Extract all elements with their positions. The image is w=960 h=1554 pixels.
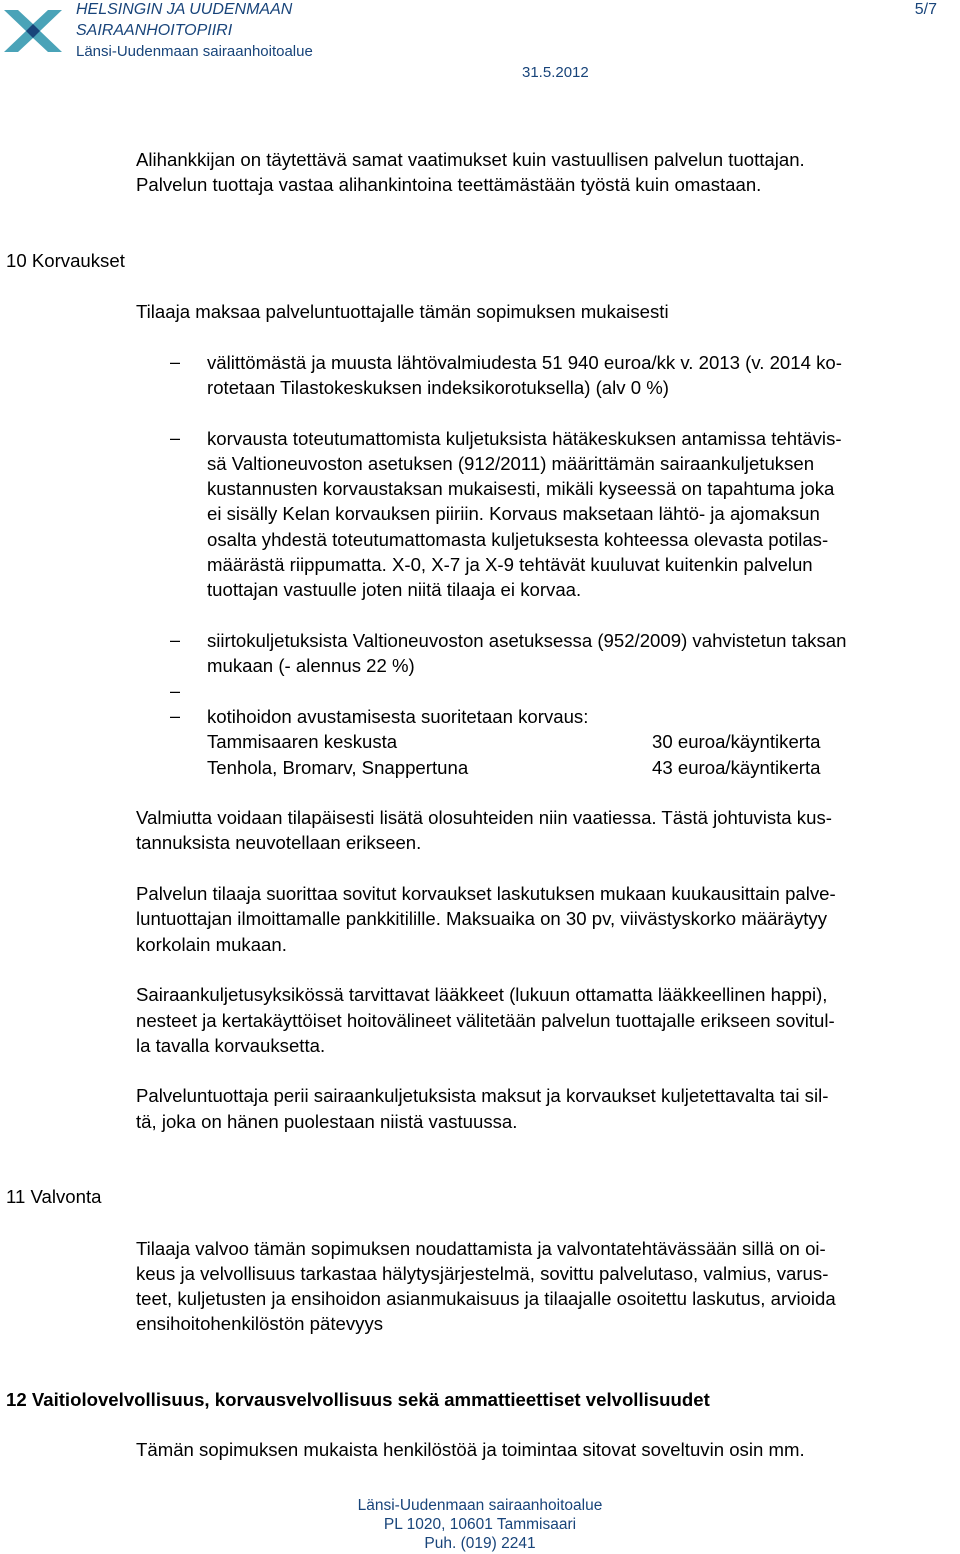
bullet-2-line: määrästä riippumatta. X-0, X-7 ja X-9 tehtävät kuuluvat kuitenkin palvelun xyxy=(207,554,813,575)
paragraph-line: la tavalla korvauksetta. xyxy=(136,1035,326,1056)
header-org-line1: HELSINGIN JA UUDENMAAN xyxy=(76,1,293,18)
header-subtitle: Länsi-Uudenmaan sairaanhoitoalue xyxy=(76,43,313,60)
intro-line: Alihankkijan on täytettävä samat vaatimukset kuin vastuullisen palvelun tuottajan. xyxy=(136,149,805,170)
fee-place: Tammisaaren keskusta xyxy=(207,731,398,752)
bullet-dash: – xyxy=(170,352,181,372)
bullet-4-line: kotihoidon avustamisesta suoritetaan korvaus: xyxy=(207,706,589,727)
paragraph-line: keus ja velvollisuus tarkastaa hälytysjärjestelmä, sovittu palvelutaso, valmius, varus- xyxy=(136,1263,829,1284)
paragraph-line: Sairaankuljetusyksikössä tarvittavat lääkkeet (lukuun ottamatta lääkkeellinen happi), xyxy=(136,984,828,1005)
paragraph-line: Palvelun tilaaja suorittaa sovitut korvaukset laskutuksen mukaan kuukausittain palve- xyxy=(136,883,836,904)
bullet-dash: – xyxy=(170,428,181,448)
section-11-heading: 11 Valvonta xyxy=(6,1186,102,1207)
bullet-1-line: rotetaan Tilastokeskuksen indeksikorotuksella) (alv 0 %) xyxy=(207,377,669,398)
paragraph-line: Valmiutta voidaan tilapäisesti lisätä olosuhteiden niin vaatiessa. Tästä johtuvista kus- xyxy=(136,807,832,828)
bullet-2-line: ei sisälly Kelan korvauksen piiriin. Korvaus maksetaan lähtö- ja ajomaksun xyxy=(207,503,820,524)
bullet-3-line: siirtokuljetuksista Valtioneuvoston asetuksessa (952/2009) vahvistetun taksan xyxy=(207,630,847,651)
paragraph-line: nesteet ja kertakäyttöiset hoitovälineet välitetään palvelun tuottajalle erikseen sovitul- xyxy=(136,1010,835,1031)
fee-place: Tenhola, Bromarv, Snappertuna xyxy=(207,757,469,778)
header-date: 31.5.2012 xyxy=(522,64,589,81)
fee-amount: 43 euroa/käyntikerta xyxy=(652,757,821,778)
footer-line: Puh. (019) 2241 xyxy=(424,1535,536,1552)
bullet-2-line: tuottajan vastuulle joten niitä tilaaja ei korvaa. xyxy=(207,579,582,600)
bullet-2-line: korvausta toteutumattomista kuljetuksista hätäkeskuksen antamissa tehtävis- xyxy=(207,428,842,449)
bullet-2-line: sä Valtioneuvoston asetuksen (912/2011) määrittämän sairaankuljetuksen xyxy=(207,453,815,474)
bullet-1-line: välittömästä ja muusta lähtövalmiudesta 51 940 euroa/kk v. 2013 (v. 2014 ko- xyxy=(207,352,842,373)
paragraph-line: korkolain mukaan. xyxy=(136,934,287,955)
paragraph-line: tä, joka on hänen puolestaan niistä vastuussa. xyxy=(136,1111,518,1132)
paragraph-line: Palveluntuottaja perii sairaankuljetuksista maksut ja korvaukset kuljetettavalta tai sil- xyxy=(136,1085,829,1106)
bullet-dash-empty: – xyxy=(170,681,181,701)
footer-line: Länsi-Uudenmaan sairaanhoitoalue xyxy=(357,1497,603,1514)
paragraph-line: luntuottajan ilmoittamalle pankkitilille. Maksuaika on 30 pv, viivästyskorko määräytyy xyxy=(136,908,828,929)
bullet-dash: – xyxy=(170,630,181,650)
page-number: 5/7 xyxy=(914,1,937,18)
section-10-lead: Tilaaja maksaa palveluntuottajalle tämän sopimuksen mukaisesti xyxy=(136,301,669,322)
header-org-line2: SAIRAANHOITOPIIRI xyxy=(76,22,233,39)
intro-line: Palvelun tuottaja vastaa alihankintoina teettämästään työstä kuin omastaan. xyxy=(136,174,762,195)
fee-amount: 30 euroa/käyntikerta xyxy=(652,731,821,752)
hus-logo-icon xyxy=(2,6,64,56)
bullet-2-line: osalta yhdestä toteutumattomasta kuljetuksesta kohteessa olevasta potilas- xyxy=(207,529,829,550)
section-12-heading: 12 Vaitiolovelvollisuus, korvausvelvollisuus sekä ammattieettiset velvollisuudet xyxy=(6,1389,710,1410)
bullet-2-line: kustannusten korvaustaksan mukaisesti, mikäli kyseessä on tapahtuma joka xyxy=(207,478,835,499)
bullet-dash: – xyxy=(170,706,181,726)
paragraph-line: Tämän sopimuksen mukaista henkilöstöä ja toimintaa sitovat soveltuvin osin mm. xyxy=(136,1439,805,1460)
bullet-3-line: mukaan (- alennus 22 %) xyxy=(207,655,415,676)
footer-line: PL 1020, 10601 Tammisaari xyxy=(383,1516,577,1533)
paragraph-line: teet, kuljetusten ja ensihoidon asianmukaisuus ja tilaajalle osoitettu laskutus, arvioida xyxy=(136,1288,836,1309)
paragraph-line: tannuksista neuvotellaan erikseen. xyxy=(136,832,422,853)
section-10-heading: 10 Korvaukset xyxy=(6,250,125,271)
paragraph-line: Tilaaja valvoo tämän sopimuksen noudattamista ja valvontatehtävässään sillä on oi- xyxy=(136,1238,826,1259)
paragraph-line: ensihoitohenkilöstön pätevyys xyxy=(136,1313,384,1334)
